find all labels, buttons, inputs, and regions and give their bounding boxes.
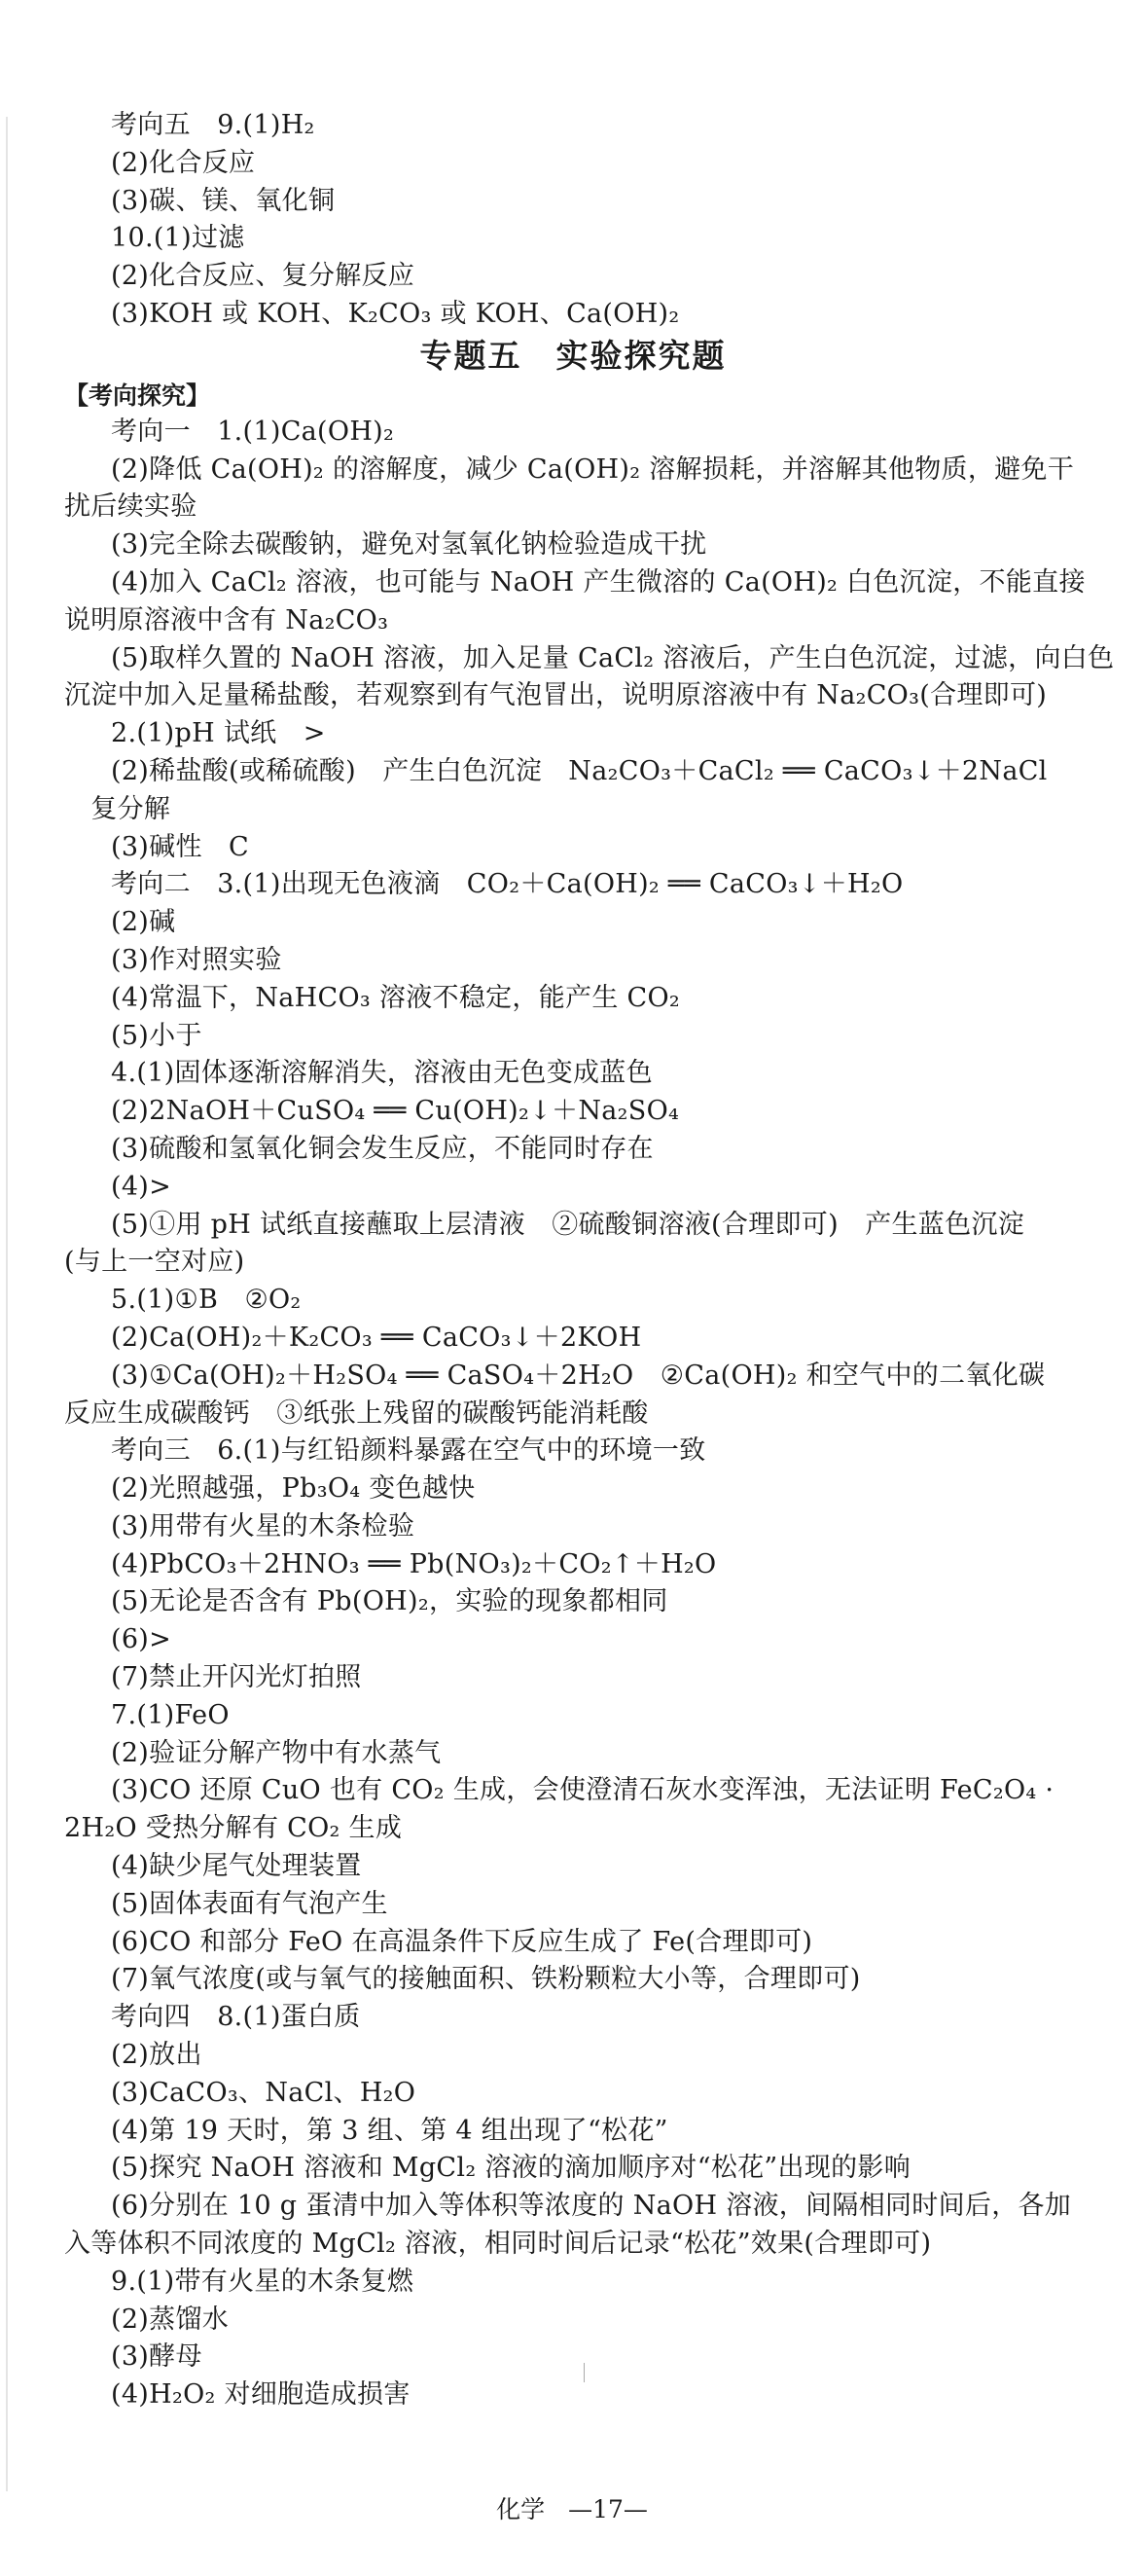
answer-line: (4)PbCO₃＋2HNO₃ ══ Pb(NO₃)₂＋CO₂↑＋H₂O xyxy=(111,1548,717,1579)
answer-line: (2)稀盐酸(或稀硫酸) 产生白色沉淀 Na₂CO₃＋CaCl₂ ══ CaCO₃↓＋2NaCl xyxy=(111,755,1048,786)
answer-line: 考向五 9.(1)H₂ xyxy=(111,110,315,140)
answer-line: 考向一 1.(1)Ca(OH)₂ xyxy=(111,416,395,447)
answer-line: (3)碱性 C xyxy=(111,831,250,862)
section-heading: 专题五 实验探究题 xyxy=(419,336,727,375)
answer-line: 5.(1)①B ②O₂ xyxy=(111,1285,302,1316)
page-footer xyxy=(0,2493,1144,2526)
answer-line-continuation: 沉淀中加入足量稀盐酸，若观察到有气泡冒出，说明原溶液中有 Na₂CO₃(合理即可) xyxy=(64,680,1048,711)
answer-line: (3)CO 还原 CuO 也有 CO₂ 生成，会使澄清石灰水变浑浊，无法证明 FeC₂O₄ · xyxy=(111,1775,1055,1806)
answer-line: (5)探究 NaOH 溶液和 MgCl₂ 溶液的滴加顺序对“松花”出现的影响 xyxy=(111,2153,912,2184)
answer-line-continuation: 入等体积不同浓度的 MgCl₂ 溶液，相同时间后记录“松花”效果(合理即可) xyxy=(64,2229,932,2260)
answer-line: 2.(1)pH 试纸 > xyxy=(111,718,326,749)
answer-line: 7.(1)FeO xyxy=(111,1699,230,1730)
answer-line: (4)H₂O₂ 对细胞造成损害 xyxy=(111,2379,411,2411)
answer-line: (3)完全除去碳酸钠，避免对氢氧化钠检验造成干扰 xyxy=(111,529,707,561)
answer-line: (3)CaCO₃、NaCl、H₂O xyxy=(111,2077,416,2108)
answer-line: (5)①用 pH 试纸直接蘸取上层清液 ②硫酸铜溶液(合理即可) 产生蓝色沉淀 xyxy=(111,1209,1025,1240)
answer-line: 考向二 3.(1)出现无色液滴 CO₂＋Ca(OH)₂ ══ CaCO₃↓＋H₂O xyxy=(111,869,904,900)
answer-line: (2)化合反应、复分解反应 xyxy=(111,261,415,292)
answer-line: (2)蒸馏水 xyxy=(111,2304,230,2335)
answer-line: (2)光照越强，Pb₃O₄ 变色越快 xyxy=(111,1473,476,1505)
answer-line-continuation: 2H₂O 受热分解有 CO₂ 生成 xyxy=(64,1813,403,1844)
answer-line: (7)禁止开闪光灯拍照 xyxy=(111,1662,362,1693)
answer-line: (6)分别在 10 g 蛋清中加入等体积等浓度的 NaOH 溶液，间隔相同时间后，各加 xyxy=(111,2191,1072,2222)
answer-line: (5)小于 xyxy=(111,1020,202,1051)
answer-line: (4)第 19 天时，第 3 组、第 4 组出现了“松花” xyxy=(111,2115,668,2146)
answer-line: (2)碱 xyxy=(111,907,176,938)
answer-line: (4)加入 CaCl₂ 溶液，也可能与 NaOH 产生微溶的 Ca(OH)₂ 白色沉淀，不能直接 xyxy=(111,566,1086,598)
answer-line: (3)①Ca(OH)₂＋H₂SO₄ ══ CaSO₄＋2H₂O ②Ca(OH)₂ 和空气中的二氧化碳 xyxy=(111,1360,1046,1391)
answer-line: (2)验证分解产物中有水蒸气 xyxy=(111,1737,442,1768)
answer-line-continuation: 反应生成碳酸钙 ③纸张上残留的碳酸钙能消耗酸 xyxy=(64,1397,649,1429)
answer-line: (2)Ca(OH)₂＋K₂CO₃ ══ CaCO₃↓＋2KOH xyxy=(111,1322,642,1353)
answer-line: (3)酵母 xyxy=(111,2341,202,2373)
answer-line: (4)常温下，NaHCO₃ 溶液不稳定，能产生 CO₂ xyxy=(111,982,681,1013)
answer-line-continuation: 说明原溶液中含有 Na₂CO₃ xyxy=(64,604,389,635)
answer-line-continuation: (与上一空对应) xyxy=(64,1247,245,1278)
answer-content xyxy=(64,107,1115,2414)
subsection-label: 【考向探究】 xyxy=(64,381,211,410)
answer-line: (3)作对照实验 xyxy=(111,944,282,975)
answer-line: (2)2NaOH＋CuSO₄ ══ Cu(OH)₂↓＋Na₂SO₄ xyxy=(111,1096,680,1127)
answer-line: 考向三 6.(1)与红铅颜料暴露在空气中的环境一致 xyxy=(111,1435,706,1467)
answer-line: (3)硫酸和氢氧化铜会发生反应，不能同时存在 xyxy=(111,1133,654,1164)
answer-line: (2)降低 Ca(OH)₂ 的溶解度，减少 Ca(OH)₂ 溶解损耗，并溶解其他物质，避免干 xyxy=(111,454,1075,485)
scan-edge-line xyxy=(6,117,8,2491)
answer-line: 4.(1)固体逐渐溶解消失，溶液由无色变成蓝色 xyxy=(111,1058,653,1089)
answer-line: 考向四 8.(1)蛋白质 xyxy=(111,2002,361,2033)
footer-page-number: —17— xyxy=(568,2495,648,2523)
answer-line: (5)无论是否含有 Pb(OH)₂，实验的现象都相同 xyxy=(111,1586,668,1617)
answer-line: (3)用带有火星的木条检验 xyxy=(111,1510,415,1542)
answer-line-continuation: 复分解 xyxy=(64,793,171,824)
answer-line: (5)固体表面有气泡产生 xyxy=(111,1888,388,1919)
footer-subject: 化学 xyxy=(496,2495,546,2523)
answer-line: 9.(1)带有火星的木条复燃 xyxy=(111,2266,414,2297)
answer-line: (5)取样久置的 NaOH 溶液，加入足量 CaCl₂ 溶液后，产生白色沉淀，过滤，向白色 xyxy=(111,642,1115,673)
answer-line: (6)> xyxy=(111,1624,172,1655)
answer-line: (4)> xyxy=(111,1171,172,1202)
answer-line: (7)氧气浓度(或与氧气的接触面积、铁粉颗粒大小等，合理即可) xyxy=(111,1964,861,1995)
answer-line: (2)化合反应 xyxy=(111,147,256,178)
answer-line: (3)碳、镁、氧化铜 xyxy=(111,185,336,216)
answer-line: (3)KOH 或 KOH、K₂CO₃ 或 KOH、Ca(OH)₂ xyxy=(111,298,680,329)
answer-line-continuation: 扰后续实验 xyxy=(64,491,197,523)
answer-line: (6)CO 和部分 FeO 在高温条件下反应生成了 Fe(合理即可) xyxy=(111,1926,813,1957)
answer-line: 10.(1)过滤 xyxy=(111,223,245,254)
answer-line: (4)缺少尾气处理装置 xyxy=(111,1851,362,1882)
answer-line: (2)放出 xyxy=(111,2040,202,2071)
